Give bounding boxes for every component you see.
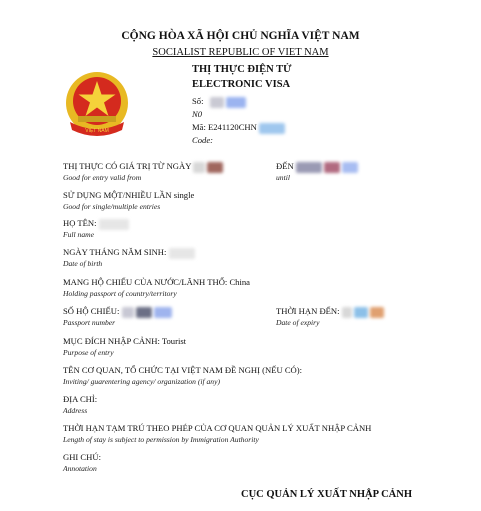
purpose-label: MỤC ĐÍCH NHẬP CẢNH: Tourist [63, 336, 187, 346]
dob-label-en: Date of birth [63, 259, 103, 268]
redacted-blur [354, 307, 368, 318]
redacted-blur [370, 307, 384, 318]
entries-label-en: Good for single/multiple entries [63, 202, 161, 211]
agency-label: TÊN CƠ QUAN, TỔ CHỨC TẠI VIỆT NAM ĐỀ NGHỊ (NẾU CÓ): [63, 365, 303, 375]
doc-title-en: ELECTRONIC VISA [192, 79, 291, 90]
redacted-blur [226, 97, 246, 108]
stay-length-label: THỜI HẠN TẠM TRÚ THEO PHÉP CỦA CƠ QUAN QUẢN LÝ XUẤT NHẬP CẢNH [63, 423, 372, 433]
redacted-blur [210, 97, 224, 108]
doc-title-vi: THỊ THỰC ĐIỆN TỬ [192, 64, 292, 75]
emblem-ribbon-text: VIỆT NAM [85, 128, 109, 134]
code-label-en: Code: [192, 135, 214, 145]
number-label: Số: [192, 96, 246, 108]
until-label: ĐẾN [276, 161, 358, 173]
redacted-blur [99, 219, 129, 230]
passport-country-label: MANG HỘ CHIẾU CỦA NƯỚC/LÃNH THỔ: China [63, 277, 250, 287]
visa-code: Mã: E241120CHN [192, 122, 285, 134]
passport-number-label: SỐ HỘ CHIẾU: [63, 306, 172, 318]
passport-number-label-en: Passport number [63, 318, 116, 327]
authority-name: CỤC QUẢN LÝ XUẤT NHẬP CẢNH [241, 489, 413, 500]
valid-from-label: THỊ THỰC CÓ GIÁ TRỊ TỪ NGÀY [63, 161, 223, 173]
full-name-label-en: Full name [63, 230, 95, 239]
dob-label: NGÀY THÁNG NĂM SINH: [63, 247, 195, 259]
until-label-en: until [276, 173, 290, 182]
passport-country-label-en: Holding passport of country/territory [63, 289, 177, 298]
address-label: ĐỊA CHỈ: [63, 394, 98, 404]
redacted-blur [154, 307, 172, 318]
country-name-vi: CỘNG HÒA XÃ HỘI CHỦ NGHĨA VIỆT NAM [121, 30, 360, 42]
redacted-blur [324, 162, 340, 173]
purpose-label-en: Purpose of entry [63, 348, 114, 357]
redacted-blur [296, 162, 322, 173]
entries-label: SỬ DỤNG MỘT/NHIỀU LẦN single [63, 190, 195, 200]
redacted-blur [259, 123, 285, 134]
expiry-label: THỜI HẠN ĐẾN: [276, 306, 384, 318]
stay-length-label-en: Length of stay is subject to permission by Immigration Authority [63, 435, 259, 444]
address-label-en: Address [63, 406, 88, 415]
redacted-blur [122, 307, 134, 318]
annotation-label-en: Annotation [63, 464, 97, 473]
annotation-label: GHI CHÚ: [63, 452, 101, 462]
redacted-blur [342, 162, 358, 173]
redacted-blur [342, 307, 352, 318]
redacted-blur [136, 307, 152, 318]
agency-label-en: Inviting/ guarentering agency/ organization (if any) [63, 377, 220, 386]
redacted-blur [193, 162, 205, 173]
full-name-label: HỌ TÊN: [63, 218, 129, 230]
redacted-blur [169, 248, 195, 259]
valid-from-label-en: Good for entry valid from [63, 173, 142, 182]
expiry-label-en: Date of expiry [276, 318, 320, 327]
number-label-en: N0 [192, 109, 203, 119]
redacted-blur [207, 162, 223, 173]
vietnam-national-emblem-icon [64, 70, 130, 140]
country-name-en: SOCIALIST REPUBLIC OF VIET NAM [152, 47, 329, 58]
